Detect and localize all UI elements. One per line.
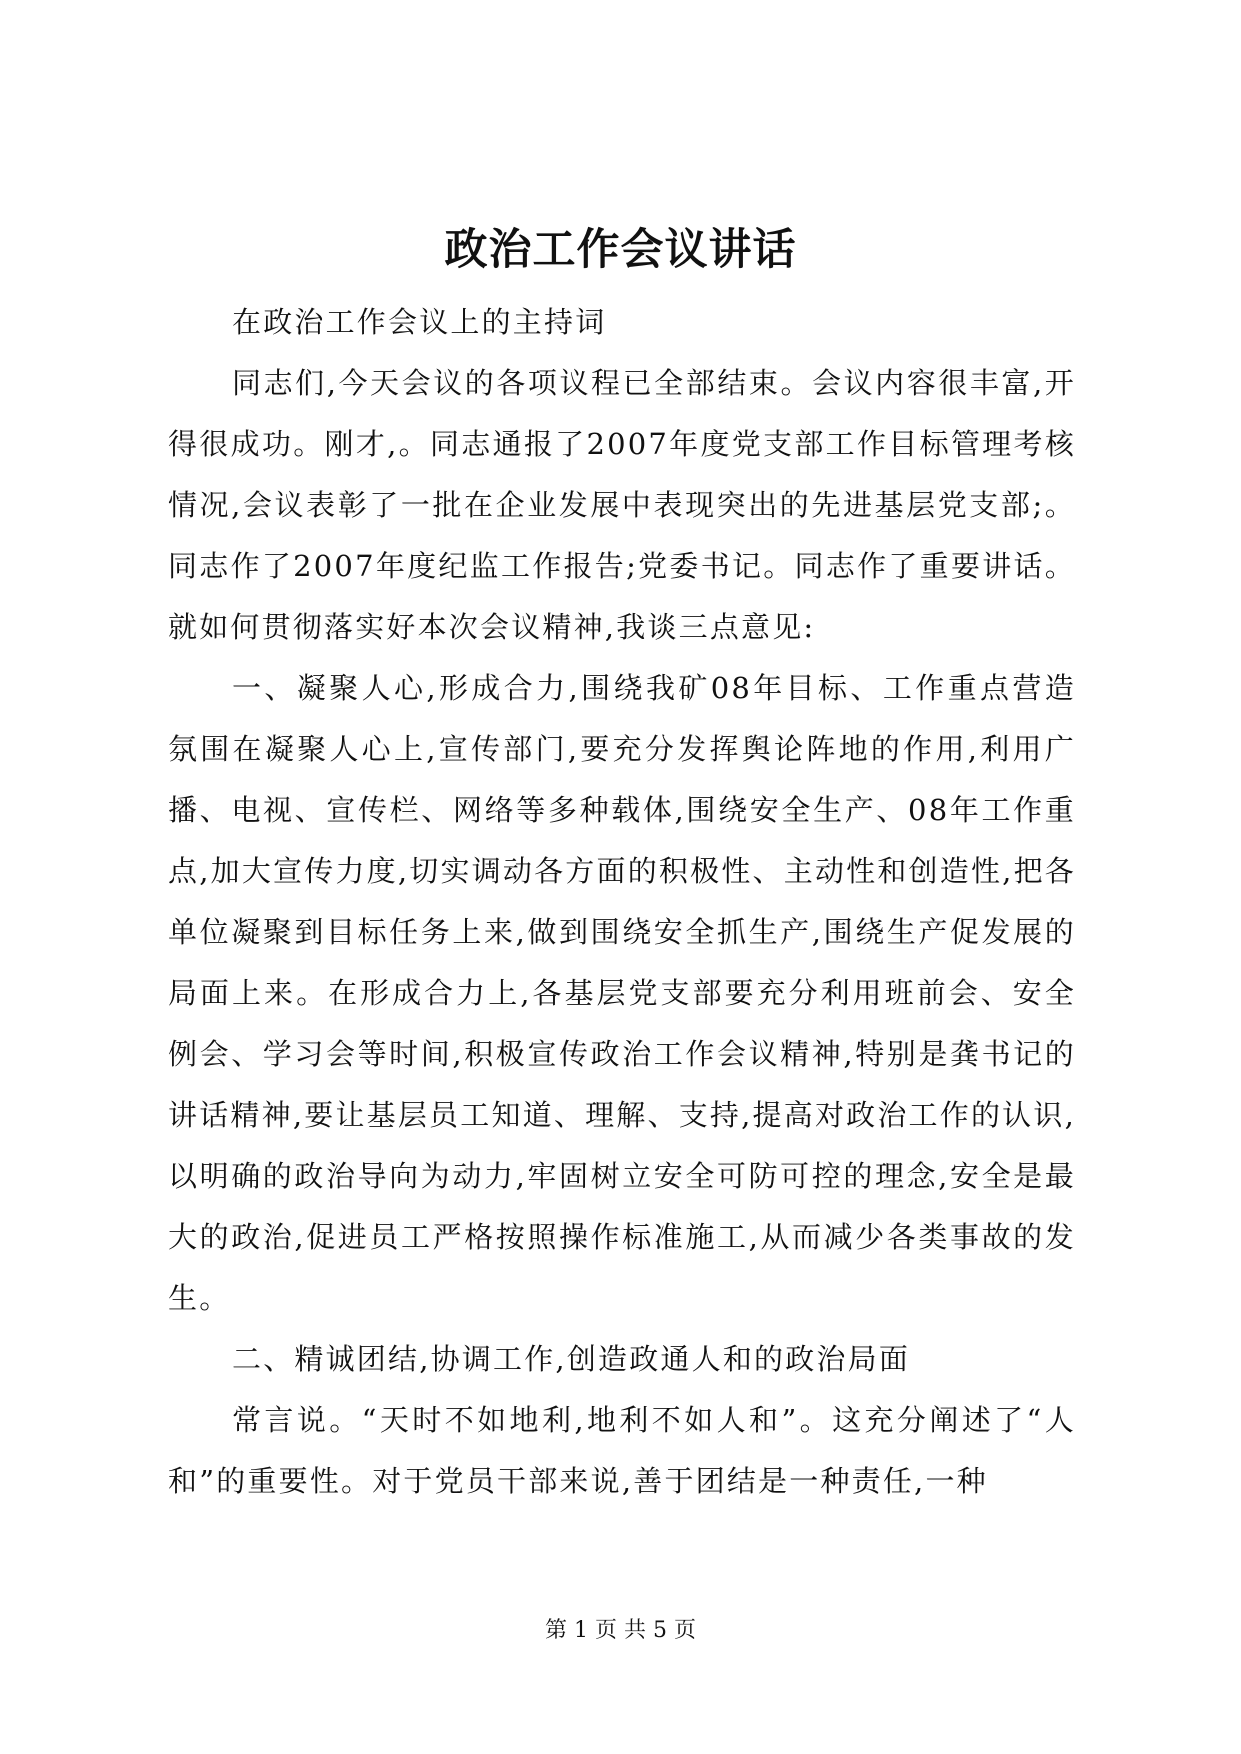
paragraph-point-one: 一、凝聚人心,形成合力,围绕我矿08年目标、工作重点营造氛围在凝聚人心上,宣传部门,要充分发挥舆论阵地的作用,利用广播、电视、宣传栏、网络等多种载体,围绕安全生产、08年工作重点,加大宣传力度,切实调动各方面的积极性、主动性和创造性,把各单位凝聚到目标任务上来,做到围绕安全抓生产,围绕生产促发展的局面上来。在形成合力上,各基层党支部要充分利用班前会、安全例会、学习会等时间,积极宣传政治工作会议精神,特别是龚书记的讲话精神,要让基层员工知道、理解、支持,提高对政治工作的认识,以明确的政治导向为动力,牢固树立安全可防可控的理念,安全是最大的政治,促进员工严格按照操作标准施工,从而减少各类事故的发生。 (168, 671, 1076, 1315)
paragraph-point-two-body: 常言说。“天时不如地利,地利不如人和”。这充分阐述了“人和”的重要性。对于党员干部来说,善于团结是一种责任,一种 (168, 1403, 1076, 1498)
paragraph-opening: 同志们,今天会议的各项议程已全部结束。会议内容很丰富,开得很成功。刚才,。同志通报了2007年度党支部工作目标管理考核情况,会议表彰了一批在企业发展中表现突出的先进基层党支部;。同志作了2007年度纪监工作报告;党委书记。同志作了重要讲话。就如何贯彻落实好本次会议精神,我谈三点意见: (168, 366, 1076, 644)
document-body (168, 292, 1076, 1512)
paragraph-subtitle: 在政治工作会议上的主持词 (232, 305, 607, 339)
document-title: 政治工作会议讲话 (444, 225, 797, 275)
paragraph-point-two-heading: 二、精诚团结,协调工作,创造政通人和的政治局面 (232, 1342, 911, 1376)
page-number-footer: 第 1 页 共 5 页 (545, 1618, 696, 1643)
